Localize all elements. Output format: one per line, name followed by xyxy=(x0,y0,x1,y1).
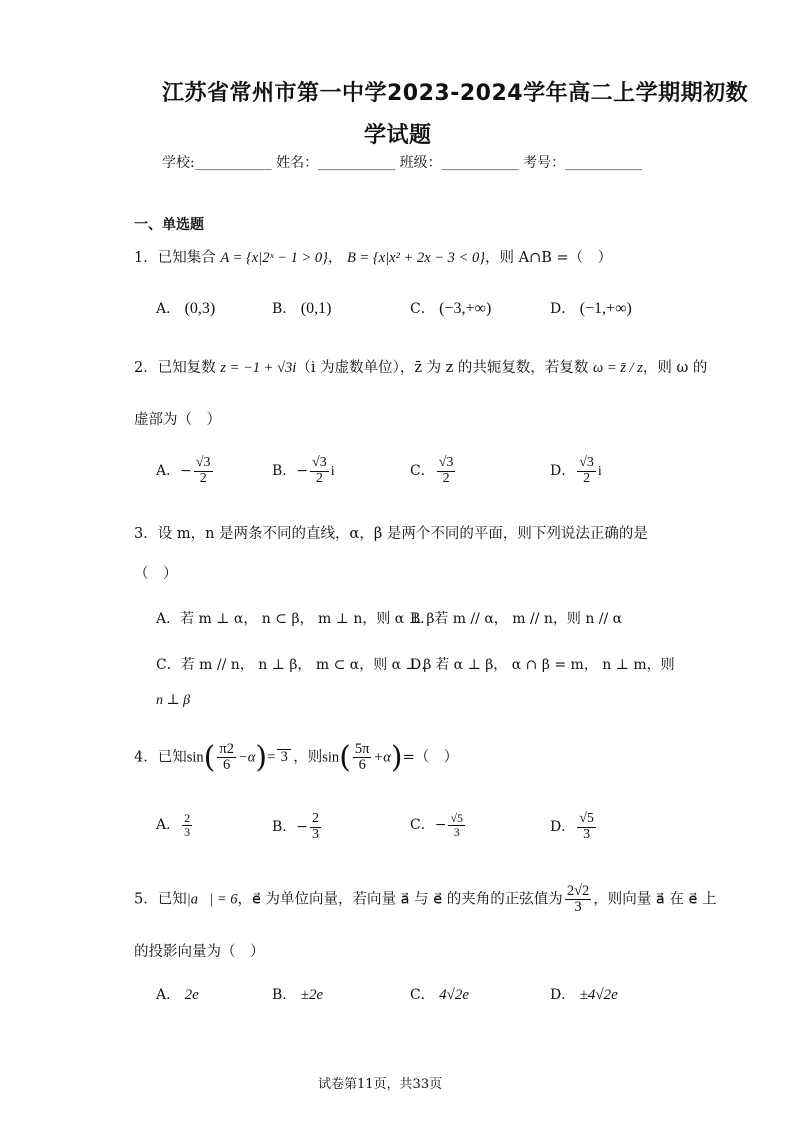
option-sign: − xyxy=(180,463,192,480)
question-text: 已知 xyxy=(157,891,187,908)
fraction-numerator: 5π xyxy=(354,740,370,757)
set-b-expression: B = {x|x² + 2x − 3 < 0} xyxy=(347,250,485,266)
option-label: C． xyxy=(410,301,435,317)
q2-option-b[interactable] xyxy=(272,456,335,486)
option-label: D． xyxy=(550,819,576,836)
fraction-numerator: π2 xyxy=(219,740,234,757)
option-label: D． xyxy=(550,301,576,317)
option-label: B． xyxy=(272,301,297,317)
left-paren: ( xyxy=(339,740,351,775)
option-label: C． xyxy=(410,817,435,834)
q4-option-a[interactable] xyxy=(156,812,194,838)
q5-option-c[interactable] xyxy=(410,984,481,1004)
option-label: B． xyxy=(272,819,297,836)
option-tail: i xyxy=(597,464,602,480)
fraction-denominator: 3 xyxy=(280,749,288,766)
question-2-line2: 虚部为（ ） xyxy=(134,412,221,428)
fraction-numerator: 2 xyxy=(184,811,191,825)
option-label: C． xyxy=(410,463,435,480)
question-number: 4． xyxy=(134,749,158,766)
fraction-numerator: √3 xyxy=(195,455,211,470)
question-text: （i 为虚数单位）， xyxy=(296,360,415,376)
q2-option-d[interactable] xyxy=(550,456,602,486)
q1-option-b[interactable] xyxy=(272,298,331,318)
question-tail: =（ ） xyxy=(402,749,459,766)
vector-magnitude: |a⃗| = 6 xyxy=(186,891,238,908)
option-label: A． xyxy=(156,463,181,480)
fraction-denominator: 2 xyxy=(442,470,450,486)
question-2-line1 xyxy=(134,356,707,377)
question-number: 5． xyxy=(134,891,158,908)
section-title: 一、单选题 xyxy=(134,217,204,233)
question-number: 3． xyxy=(134,526,158,542)
right-paren: ) xyxy=(255,740,268,775)
omega-expression: ω = z̄ / z xyxy=(593,360,643,376)
question-text: ，e⃗ 为单位向量，若向量 a⃗ 与 e⃗ 的夹角的正弦值为 xyxy=(237,891,563,908)
q4-option-c[interactable] xyxy=(410,812,467,838)
page-title-line2: 学试题 xyxy=(364,123,432,148)
question-tail: ，则 A∩B =（ ） xyxy=(485,250,613,266)
question-text: 已知 xyxy=(157,749,187,766)
q2-option-c[interactable] xyxy=(410,456,457,486)
option-value: (0,1) xyxy=(300,300,332,317)
sin-function: sin xyxy=(322,749,340,766)
school-field[interactable]: 学校:___________ xyxy=(162,155,272,171)
page-footer: 试卷第11页，共33页 xyxy=(318,1077,443,1092)
name-field[interactable]: 姓名：___________ xyxy=(276,155,396,171)
q5-option-d[interactable] xyxy=(550,984,629,1004)
option-value: 2e⃗ xyxy=(184,987,211,1003)
question-number: 1． xyxy=(134,250,158,266)
fraction-numerator: √3 xyxy=(438,455,454,470)
fraction-numerator: √3 xyxy=(579,455,594,470)
q4-option-b[interactable] xyxy=(272,812,323,842)
fraction-numerator: √5 xyxy=(450,811,464,825)
fraction-denominator: 6 xyxy=(223,757,231,773)
fraction-denominator: 3 xyxy=(574,899,582,916)
z-expression: z = −1 + √3i xyxy=(220,360,297,376)
fraction-denominator: 6 xyxy=(358,757,366,773)
left-paren: ( xyxy=(203,740,216,775)
right-paren: ) xyxy=(390,740,403,775)
set-a-expression: A = {x|2ˣ − 1 > 0} xyxy=(220,250,328,266)
option-label: A． xyxy=(156,987,181,1003)
argument-tail: +α xyxy=(373,749,391,766)
fraction-denominator: 3 xyxy=(312,826,320,842)
question-4: 4．已知sin( $\frac{\pi 2}{6}$ −α)= 3 ，则sin( $\frac{5\pi}{6}$ +α)=（ ） xyxy=(134,740,459,775)
fraction-numerator: √5 xyxy=(579,811,594,826)
question-text: ，则 ω 的 xyxy=(642,360,708,376)
option-label: D． xyxy=(550,987,576,1003)
question-text: 已知集合 xyxy=(157,250,216,266)
fraction-numerator: √3 xyxy=(312,455,327,470)
option-label: A． xyxy=(156,817,181,834)
q3-option-c[interactable]: C．若 m // n， n ⊥ β， m ⊂ α，则 α ⊥ β xyxy=(156,657,432,673)
separator: ， xyxy=(327,250,343,266)
info-fields xyxy=(162,152,642,172)
option-value: (−1,+∞) xyxy=(579,300,632,317)
class-field[interactable]: 班级：___________ xyxy=(399,155,519,171)
q1-option-c[interactable] xyxy=(410,298,491,318)
option-value: (0,3) xyxy=(184,300,216,317)
option-value: 4√2e⃗ xyxy=(439,987,481,1003)
question-5-line1 xyxy=(134,884,717,915)
question-1 xyxy=(134,246,612,267)
q3-option-d-continued: n ⊥ β xyxy=(156,693,191,708)
exam-number-field[interactable]: 考号：___________ xyxy=(523,155,643,171)
fraction-denominator: 3 xyxy=(184,824,191,839)
q1-option-a[interactable] xyxy=(156,298,215,318)
question-text: z̄ 为 z 的共轭复数，若复数 xyxy=(414,360,589,376)
sin-function: sin xyxy=(186,749,204,766)
option-label: B． xyxy=(272,987,297,1003)
question-5-line2: 的投影向量为（ ） xyxy=(134,944,265,960)
q3-option-a[interactable]: A．若 m ⊥ α， n ⊂ β， m ⊥ n，则 α ⊥ β xyxy=(156,611,435,627)
question-3-line1 xyxy=(134,522,648,543)
q1-option-d[interactable] xyxy=(550,298,632,318)
option-label: D． xyxy=(550,463,576,480)
q3-option-b[interactable]: B．若 m // α， m // n，则 n // α xyxy=(410,611,623,627)
option-sign: − xyxy=(296,463,309,480)
question-text: 已知复数 xyxy=(157,360,216,376)
question-3-line2: （ ） xyxy=(134,566,178,582)
fraction-denominator: 3 xyxy=(453,824,460,839)
question-text: ，则 xyxy=(293,749,323,766)
fraction-numerator: 2√2 xyxy=(566,883,590,899)
fraction-numerator: 2 xyxy=(312,811,320,826)
q2-option-a[interactable] xyxy=(156,456,215,486)
q5-option-b[interactable] xyxy=(272,984,335,1004)
argument-tail: −α xyxy=(237,749,256,766)
option-label: C． xyxy=(410,987,435,1003)
page-title-line1: 江苏省常州市第一中学2023-2024学年高二上学期期初数 xyxy=(162,81,749,106)
fraction-denominator: 2 xyxy=(199,470,207,486)
fraction-denominator: 3 xyxy=(583,826,591,842)
fraction-denominator: 2 xyxy=(315,470,323,486)
fraction-denominator: 2 xyxy=(583,470,591,486)
option-label: A． xyxy=(156,301,181,317)
option-label: B． xyxy=(272,463,297,480)
option-value: (−3,+∞) xyxy=(439,300,492,317)
q3-option-d[interactable]: D．若 α ⊥ β， α ∩ β = m， n ⊥ m，则 xyxy=(410,657,675,673)
option-tail: i xyxy=(330,464,335,480)
question-text: ，则向量 a⃗ 在 e⃗ 上 xyxy=(593,891,717,908)
question-number: 2． xyxy=(134,360,158,376)
option-sign: − xyxy=(434,817,447,834)
q4-option-d[interactable] xyxy=(550,812,598,842)
option-value: ±2e⃗ xyxy=(300,987,335,1003)
question-text: 设 m，n 是两条不同的直线，α，β 是两个不同的平面，则下列说法正确的是 xyxy=(157,526,648,542)
option-sign: − xyxy=(296,819,309,836)
option-value: ±4√2e⃗ xyxy=(579,987,630,1003)
q5-option-a[interactable] xyxy=(156,984,210,1004)
